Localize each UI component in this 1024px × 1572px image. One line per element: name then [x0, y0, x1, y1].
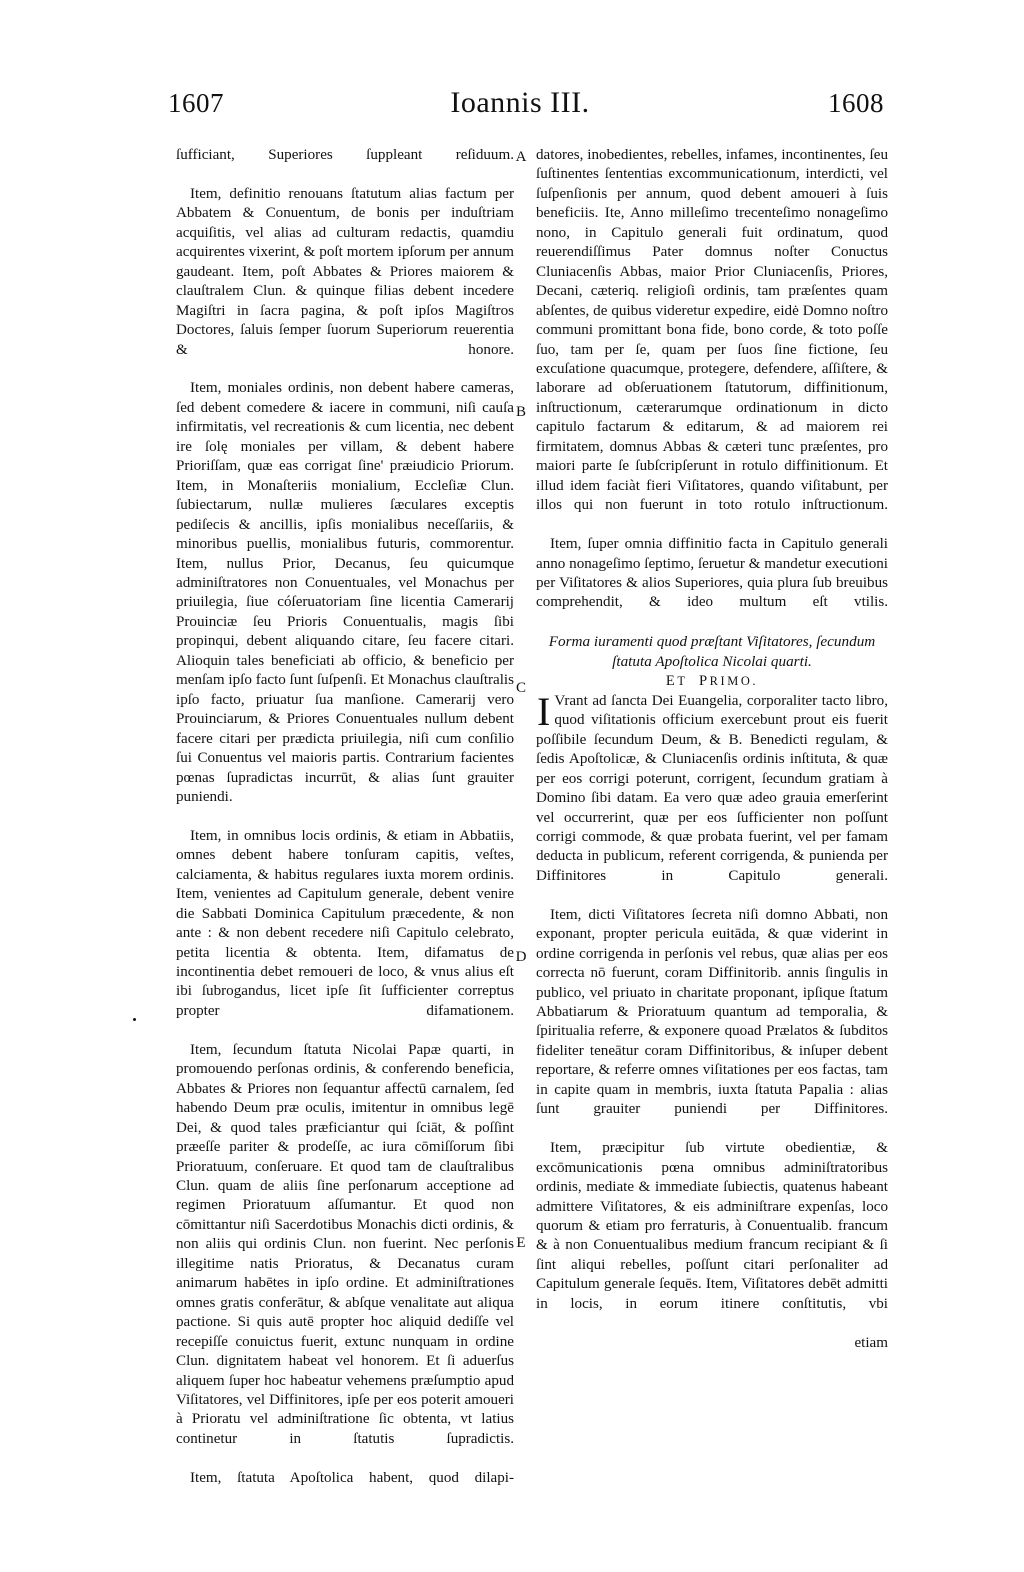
drop-cap-letter: I [537, 688, 551, 734]
et-primo-t-glyph: T [677, 674, 688, 689]
paragraph: Item, moniales ordinis, non debent habere cameras, ſed debent comedere & iacere in communi, niſi cauſa infirmitatis, vel recreationis & cum licentia, nec debent ire ſolę moniales per villam, & debent habere Prioriſſam, quæ eas corrigat ſine' præiudicio Priorum. Item, in Monaſteriis monialium, Eccleſiæ Clun. ſubiectarum, nullæ mulieres ſæculares exceptis pediſecis & ancillis, ipſis monialibus neceſſariis, & minoribus puellis, monialibus futuris, commorentur. Item, nullus Prior, Decanus, ſeu quicumque adminiſtratores non Conuentuales, vel Monachus per priuilegia, ſiue cóſeruatoriam ſine licentia Camerarij Prouinciæ ſeu Prioris Conuentualis, magis ſibi propinqui, debent aliquando citare, ſeu facere citari. Alioquin tales beneficiati ab officio, & beneficio per menſam ipſo facto ſunt ſuſpenſi. Et Monachus clauſtralis ipſo facto, priuatur ſua manſione. Camerarij vero Prouinciarum, & Priores Conuentuales nullum debent facere citari per prædicta priuilegia, niſi cum conſilio ſui Conuentus vel maioris partis. Contrarium facientes pœnas ſupradictas incurrūt, & alias ſunt grauiter puniendi. [176, 380, 514, 805]
catchword: etiam [854, 1334, 888, 1351]
section-heading-line: Forma iuramenti quod præſtant Viſitatores, ſecundum [548, 633, 876, 651]
text-column-left [176, 146, 514, 1508]
marginal-section-letter-a: A [515, 149, 527, 165]
marginal-section-letter-e: E [516, 1235, 526, 1251]
section-heading-line: ſtatuta Apoſtolica Nicolai quarti. [612, 653, 812, 671]
paragraph: Item, definitio renouans ſtatutum alias factum per Abbatem & Conuentum, de bonis per induſtriam acquiſitis, vel alias ad culturam redactis, quamdiu acquirentes vixerint, & poſt mortem ipſorum per annum gaudeant. Item, poſt Abbates & Priores maiorem & clauſtralem Clun. & quinque filias debent incedere Magiſtri in ſacra pagina, & poſt ipſos Magiſtros Doctores, ſaluis ſemper ſuorum Superiorum reuerentia & honore. [176, 185, 514, 358]
paragraph: Item, ſecundum ſtatuta Nicolai Papæ quarti, in promouendo perſonas ordinis, & conferendo beneficia, Abbates & Priores non ſequantur affectū carnalem, ſed habendo Deum præ oculis, imitentur in omnibus legē Dei, & quod tales præficiantur qui ſciāt, & poſſint præeſſe pariter & prodeſſe, ac iura cōmiſſorum ſibi Prioratuum, conſeruare. Et quod tam de clauſtralibus Clun. quam de aliis ſine perſonarum acceptione ad regimen Prioratuum aſſumantur. Et quod non cōmittantur niſi Sacerdotibus Monachis dicti ordinis, & non aliis qui ordinis Clun. non fuerint. Nec perſonis illegitime natis Prioratus, & Decanatus curam animarum habētes in ipſo ordine. Et adminiſtrationes omnes gratis conferātur, & abſque venalitate aut aliqua pactione. Si quis autē propter hoc aliquid dediſſe vel recepiſſe conuictus fuerit, extunc nunquam in ordine Clun. dignitatem habeat vel honorem. Et ſi aduerſus aliquem ſuper hoc habeatur vehemens præſumptio apud Viſitatores, vel Diffinitores, ipſe per eos poterit amoueri à Prioratu vel adminiſtratione ſic obtenta, vt latius continetur in ſtatutis ſupradictis. [176, 1041, 514, 1447]
folio-number-left: 1607 [168, 88, 224, 118]
paragraph: datores, inobedientes, rebelles, infames, incontinentes, ſeu ſuſtinentes ſententias excommunicationum, interdicti, vel ſuſpenſionis per annum, quod debent amoueri à ſuis beneficiis. Ite, Anno milleſimo trecenteſimo nonageſimo nono, in Capitulo generali fuit ordinatum, quod reuerendiſſimus Pater domnus noſter Conuctus Cluniacenſis Abbas, maior Prior Cluniacenſis, Priores, Decani, cæteriq. religioſi ordinis, tam præſentes quam abſentes, de quibus videretur expedire, eidė Domno noſtro communi promittant bona fide, bono corde, & toto poſſe ſuo, tam per ſe, quam per ſuos ſine fictione, ſeu excuſatione quacumque, protegere, defendere, aſſiſtere, & laborare ad obſeruationem ſtatutorum, diffinitionum, inſtructionum, cæterarumque ordinationum in dicto capitulo factarum & editarum, & ad maiorem rei firmitatem, domnus Abbas & cæteri tunc præſentes, pro maiori parte ſe ſubſcripſerunt in rotulo diffinitionum. Et illud idem faciàt fieri Viſitatores, quando viſitabunt, per illos qui non fuerunt in toto rotulo inſtructionum. [536, 147, 888, 514]
paragraph: Item, ſtatuta Apoſtolica habent, quod dilapi- [190, 1469, 514, 1486]
paragraph-body: Vrant ad ſancta Dei Euangelia, corporaliter tacto libro, quod viſitationis officium exercebunt prout eis fuerit poſſibile ſecundum Deum, & B. Benedicti regulam, & ſedis Apoſtolicæ, & Cluniacenſis ordinis inſtituta, & quæ per eos corrigi poterunt, corrigent, ſecundum gratiam à Domino ſibi datam. Ea vero quæ adeo grauia emerſerint vel occurrerint, quæ per eos ſufficienter non poſſunt corrigi commode, & quæ probata fuerint, vel per famam deducta in publicum, referent corrigenda, & punienda per Diffinitores in Capitulo generali. [536, 692, 888, 884]
paragraph-with-dropcap [536, 688, 888, 906]
paragraph: Item, ſuper omnia diffinitio facta in Capitulo generali anno nonageſimo ſeptimo, ſeruetur & mandetur executioni per Viſitatores & alios Superiores, quia plura ſub breuibus comprehendit, & ideo multum eſt vtilis. [536, 536, 888, 611]
et-primo-p-glyph: P [698, 673, 710, 690]
marginal-section-letter-c: C [515, 680, 526, 696]
paragraph: Item, præcipitur ſub virtute obedientiæ, & excōmunicationis pœna omnibus adminiſtratoribus ordinis, mediate & immediate ſubiectis, quatenus habeant admittere Viſitatores, & eis adminiſtrare expenſas, loco quorum & etiam pro ferraturis, à Conuentualib. francum & à non Conuentualibus medium francum recipiant & ſi ſint aliqui rebelles, poſſunt citari perſonaliter ad Capitulum generale ſequēs. Item, Viſitatores debēt admitti in locis, in eorum itinere conſtitutis, vbi [536, 1140, 888, 1312]
paragraph: ſufficiant, Superiores ſuppleant reſiduum. [176, 147, 514, 163]
marginal-section-letter-d: D [515, 949, 527, 965]
paragraph: Item, in omnibus locis ordinis, & etiam in Abbatiis, omnes debent habere tonſuram capitis, veſtes, calciamenta, & habitus regulares iuxta morem ordinis. Item, venientes ad Capitulum generale, debent venire die Sabbati Dominica Capitulum præcedente, & non ante : & non debent recedere niſi Capitulo celebrato, petita licentia & obtenta. Item, difamatus de incontinentia debet remoueri de loco, & vnus alius eſt ibi ſubrogandus, licet ipſe ſit ſufficienter correptus propter difamationem. [176, 827, 514, 1019]
text-column-right [536, 146, 888, 1353]
et-primo-rimo-glyphs: RIMO. [709, 674, 759, 689]
et-primo-heading [536, 672, 888, 691]
et-primo-e-glyph: E [665, 673, 678, 690]
paragraph: Item, dicti Viſitatores ſecreta niſi domno Abbati, non exponant, propter pericula euitāda, & quæ viderint in ordine corrigenda in perſonis vel rebus, quæ alias per eos correcta nō fuerunt, coram Diffinitorib. annis ſingulis in publico, vel priuato in charitate proponant, ipſique ſtatum Abbatiarum & Prioratuum quantum ad temporalia, & ſpiritualia referre, & exponere quoad Prælatos & ſubditos fideliter teneātur coram Diffinitoribus, & inſuper debent reportare, & referre omnes viſitationes per eos factas, tam in capite quam in membris, iuxta ſtatuta Papalia : alias ſunt grauiter puniendi per Diffinitores. [536, 906, 888, 1118]
folio-number-right: 1608 [828, 88, 884, 118]
page-title: Ioannis III. [450, 86, 590, 119]
margin-ink-dot [133, 1018, 136, 1021]
marginal-section-letter-b: B [515, 404, 526, 420]
running-head [150, 88, 890, 128]
